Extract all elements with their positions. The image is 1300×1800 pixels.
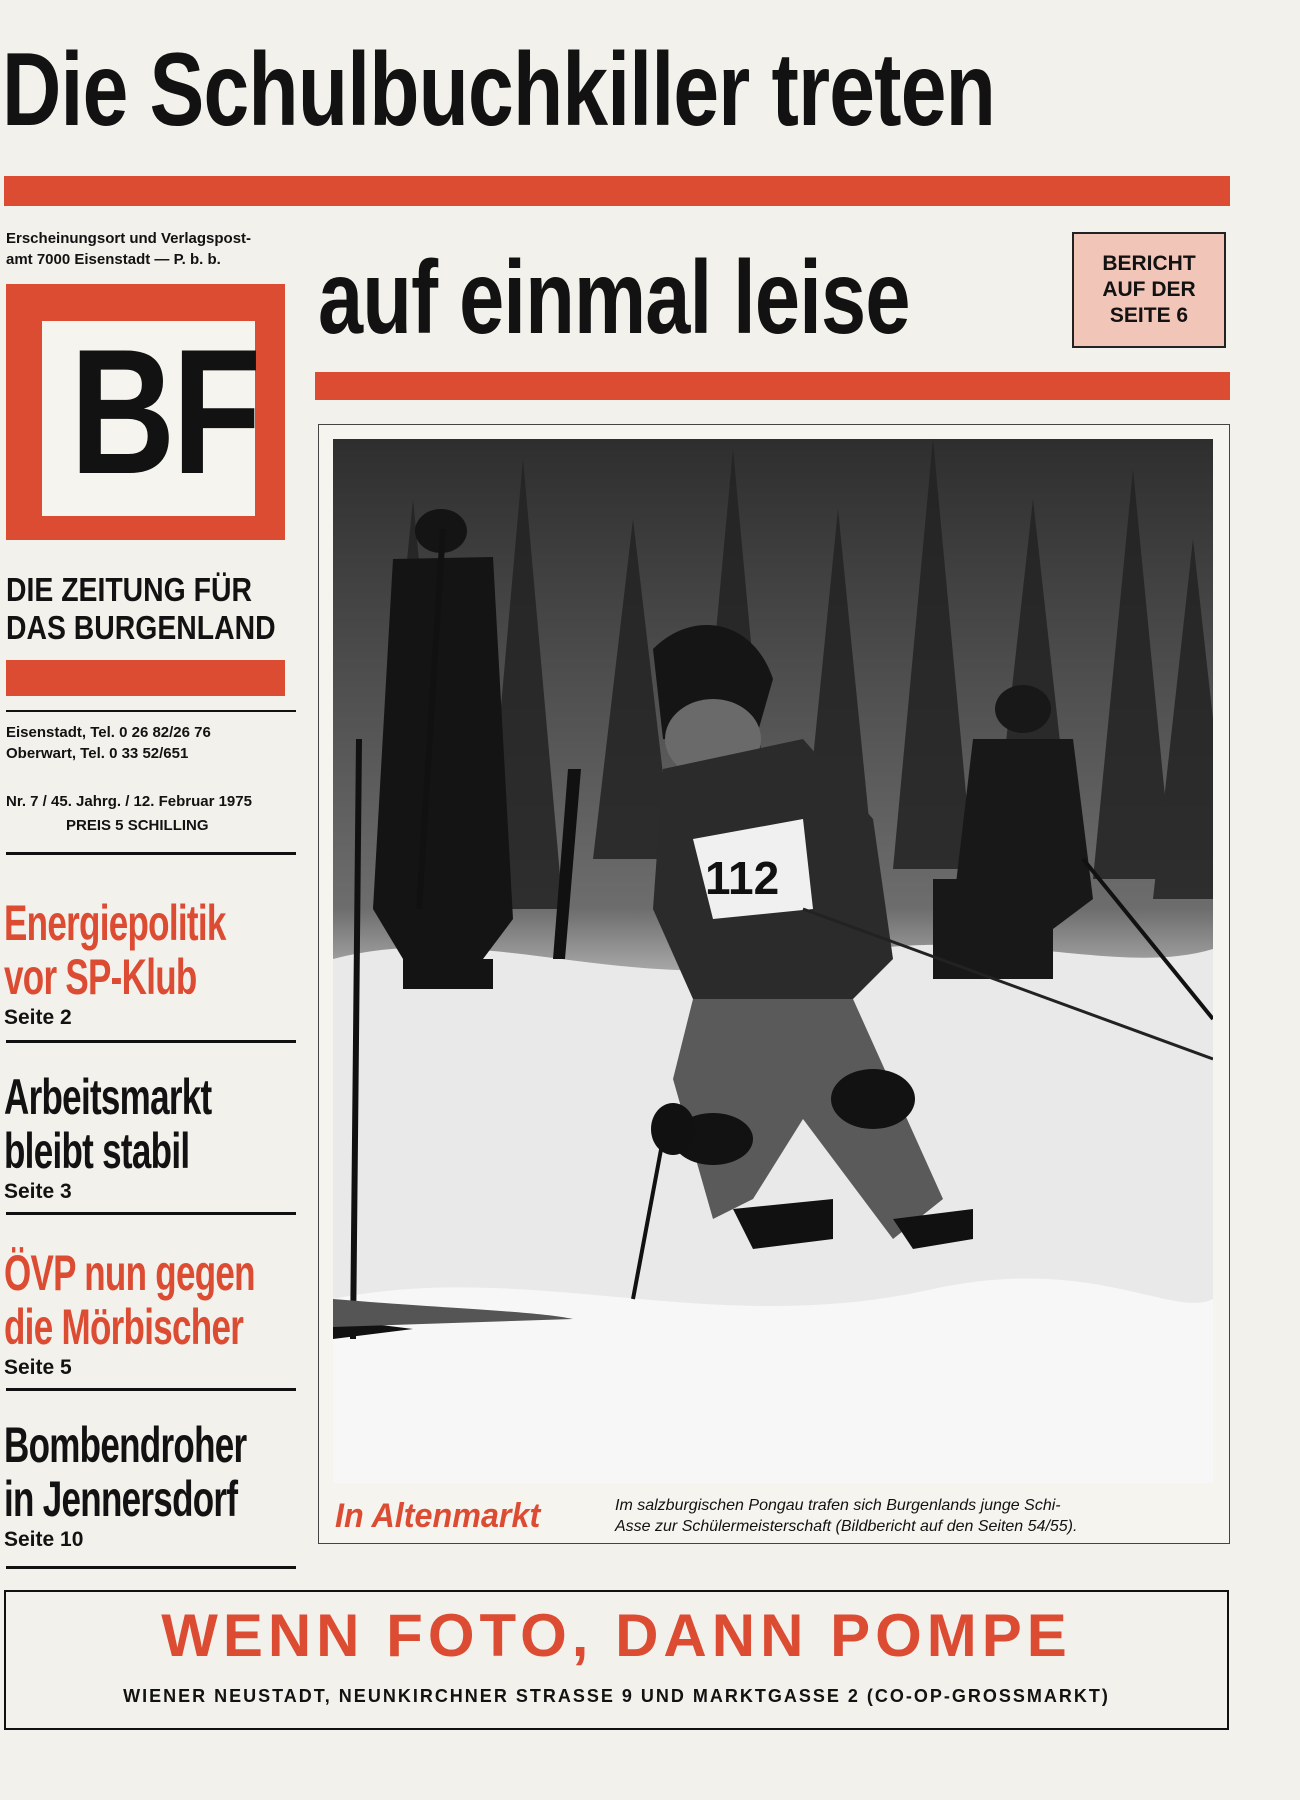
photo-caption-text: Im salzburgischen Pongau trafen sich Burgenlands junge Schi- Asse zur Schülermeisterschaft (Bildbericht auf den Seiten 54/55). <box>615 1497 1078 1535</box>
logo-text: BF <box>70 312 259 511</box>
story-energiepolitik[interactable]: Energiepolitik vor SP-Klub Seite 2 <box>4 895 226 1029</box>
masthead-tagline: DIE ZEITUNG FÜR DAS BURGENLAND <box>6 571 276 646</box>
divider <box>6 710 296 712</box>
headline-line-2: auf einmal leise <box>318 240 910 356</box>
headline-rule-bottom <box>315 372 1230 400</box>
imprint: Erscheinungsort und Verlagspost- amt 7000 Eisenstadt — P. b. b. <box>6 230 252 268</box>
divider <box>6 1040 296 1043</box>
divider <box>6 1212 296 1215</box>
report-box: BERICHT AUF DER SEITE 6 <box>1072 232 1226 348</box>
photo-caption-title: In Altenmarkt <box>335 1497 541 1535</box>
story-oevp-moerbisch[interactable]: ÖVP nun gegen die Mörbischer Seite 5 <box>4 1245 255 1379</box>
masthead-rule <box>6 660 285 696</box>
skier-bib-number: 112 <box>705 852 780 904</box>
skiing-photo <box>333 439 1213 1483</box>
advertisement <box>4 1590 1229 1730</box>
story-bombendroher[interactable]: Bombendroher in Jennersdorf Seite 10 <box>4 1417 247 1551</box>
headline-line-1: Die Schulbuchkiller treten <box>2 32 996 148</box>
issue-info: Nr. 7 / 45. Jahrg. / 12. Februar 1975 PREIS 5 SCHILLING <box>6 793 252 834</box>
masthead-logo <box>6 284 285 540</box>
contact-info: Eisenstadt, Tel. 0 26 82/26 76 Oberwart, Tel. 0 33 52/651 <box>6 724 211 762</box>
divider <box>6 1566 296 1569</box>
ad-title: WENN FOTO, DANN POMPE <box>161 1602 1072 1669</box>
photo-frame <box>318 424 1230 1544</box>
headline-rule-top <box>4 176 1230 206</box>
divider <box>6 852 296 855</box>
divider <box>6 1388 296 1391</box>
story-arbeitsmarkt[interactable]: Arbeitsmarkt bleibt stabil Seite 3 <box>4 1069 212 1203</box>
ad-address: WIENER NEUSTADT, NEUNKIRCHNER STRASSE 9 UND MARKTGASSE 2 (CO-OP-GROSSMARKT) <box>123 1686 1110 1706</box>
